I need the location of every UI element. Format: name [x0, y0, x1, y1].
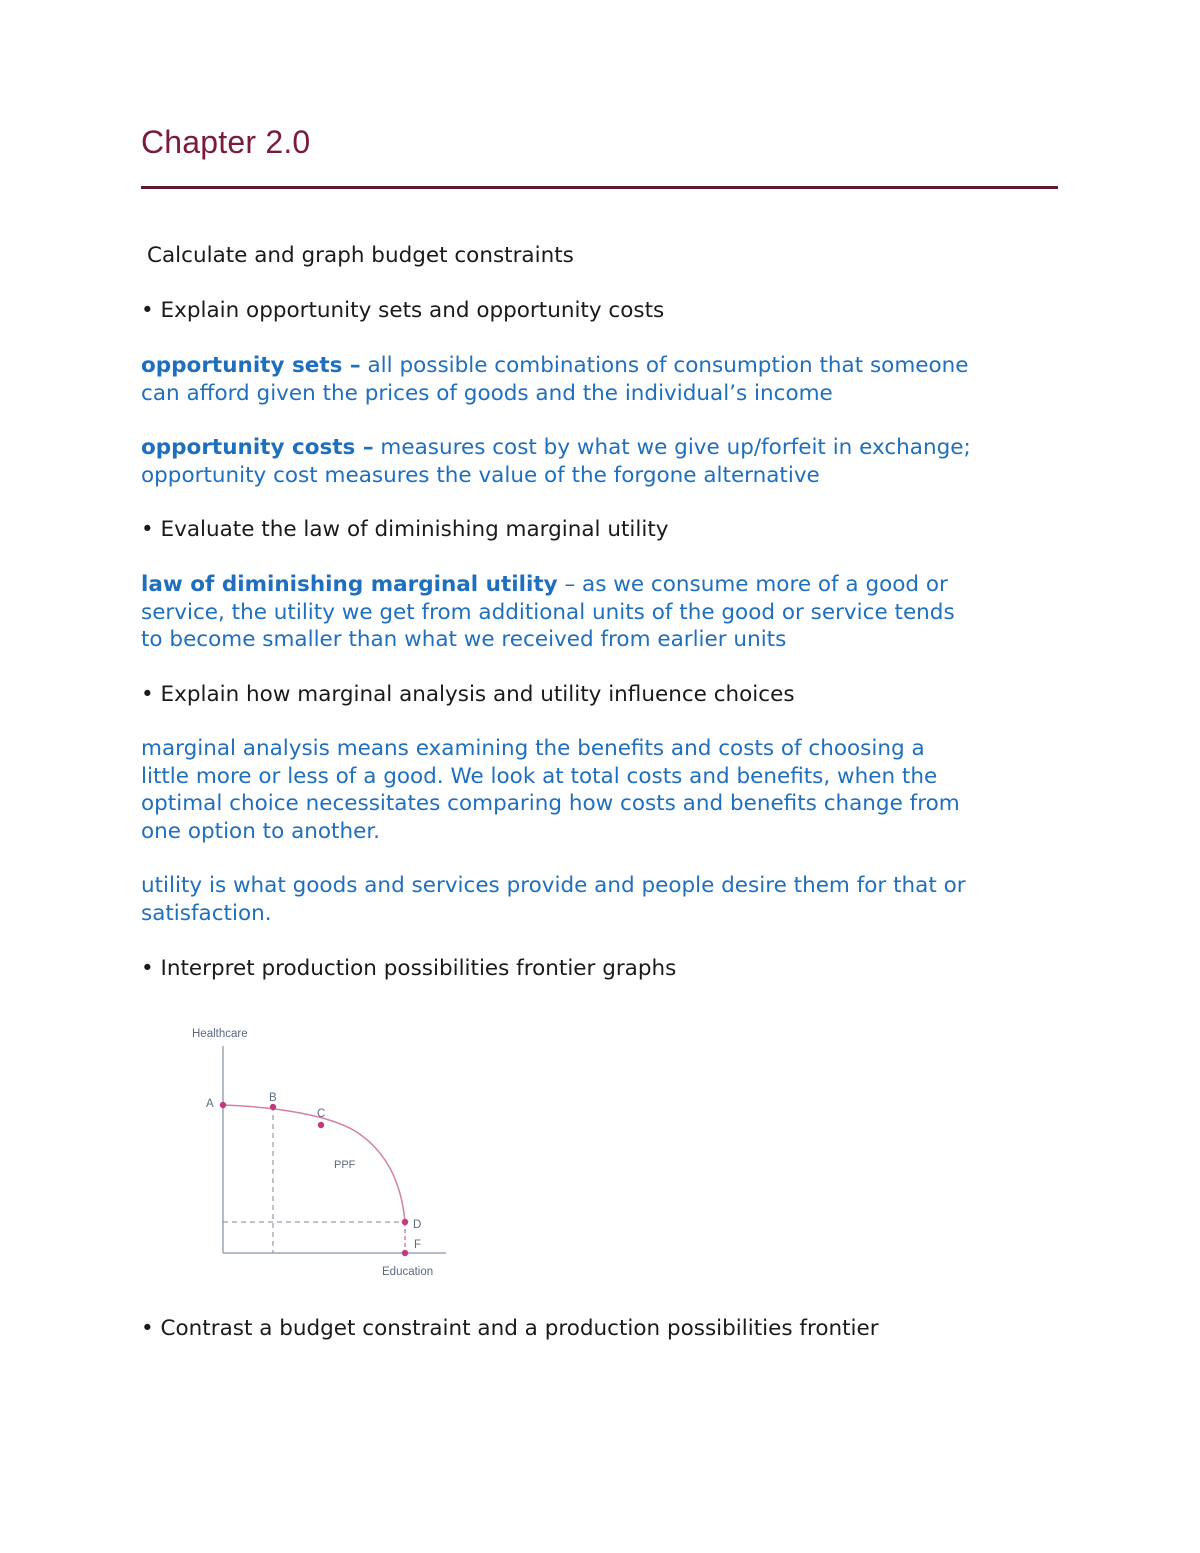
opportunity-sets-term: opportunity sets – [141, 353, 361, 378]
opportunity-costs-term: opportunity costs – [141, 435, 374, 460]
ppf-figure [190, 1018, 460, 1288]
law-diminishing-term: law of diminishing marginal utility [141, 572, 558, 597]
marginal-line-1: marginal analysis means examining the benefits and costs of choosing a [141, 736, 925, 761]
point-a [220, 1102, 226, 1108]
opportunity-sets-def-line-2: can afford given the prices of goods and the individual’s income [141, 380, 833, 406]
bullet-marginal-analysis: • Explain how marginal analysis and utility influence choices [141, 682, 795, 707]
title-divider [141, 186, 1058, 189]
utility-line-1: utility is what goods and services provide and people desire them for that or [141, 873, 966, 898]
opportunity-costs-def-line-2: opportunity cost measures the value of the forgone alternative [141, 462, 820, 488]
utility-line-2: satisfaction. [141, 900, 272, 926]
law-def-line-2: service, the utility we get from additional units of the good or service tends [141, 599, 955, 625]
point-f-label: F [414, 1239, 422, 1251]
y-axis-label: Healthcare [192, 1028, 248, 1040]
point-b-label: B [269, 1092, 277, 1104]
x-axis-label: Education [382, 1266, 434, 1278]
law-def-line-1: – as we consume more of a good or [557, 572, 948, 597]
point-d [402, 1219, 408, 1225]
point-c-label: C [317, 1108, 326, 1120]
objective-budget-constraints: Calculate and graph budget constraints [147, 243, 574, 268]
bullet-opportunity: • Explain opportunity sets and opportunity costs [141, 298, 665, 323]
opportunity-sets-definition [141, 352, 1071, 407]
opportunity-costs-definition [141, 434, 1071, 489]
bullet-contrast: • Contrast a budget constraint and a production possibilities frontier [141, 1316, 879, 1341]
page-title: Chapter 2.0 [141, 124, 311, 160]
utility-paragraph [141, 872, 1071, 927]
point-d-label: D [413, 1219, 422, 1231]
bullet-ppf-graphs: • Interpret production possibilities frontier graphs [141, 956, 677, 981]
law-def-line-3: to become smaller than what we received from earlier units [141, 627, 787, 652]
point-a-label: A [206, 1098, 214, 1110]
point-f [402, 1250, 408, 1256]
marginal-line-4: one option to another. [141, 818, 381, 844]
point-b [270, 1104, 276, 1110]
marginal-analysis-paragraph [141, 735, 1071, 845]
ppf-curve [223, 1105, 405, 1222]
bullet-diminishing-utility: • Evaluate the law of diminishing marginal utility [141, 517, 669, 542]
marginal-line-3: optimal choice necessitates comparing how costs and benefits change from [141, 791, 960, 816]
point-c [318, 1122, 324, 1128]
opportunity-sets-def-line-1: all possible combinations of consumption that someone [360, 353, 969, 378]
marginal-line-2: little more or less of a good. We look at total costs and benefits, when the [141, 763, 938, 789]
ppf-curve-label: PPF [334, 1159, 356, 1171]
law-diminishing-definition [141, 571, 1071, 654]
opportunity-costs-def-line-1: measures cost by what we give up/forfeit in exchange; [373, 435, 971, 460]
